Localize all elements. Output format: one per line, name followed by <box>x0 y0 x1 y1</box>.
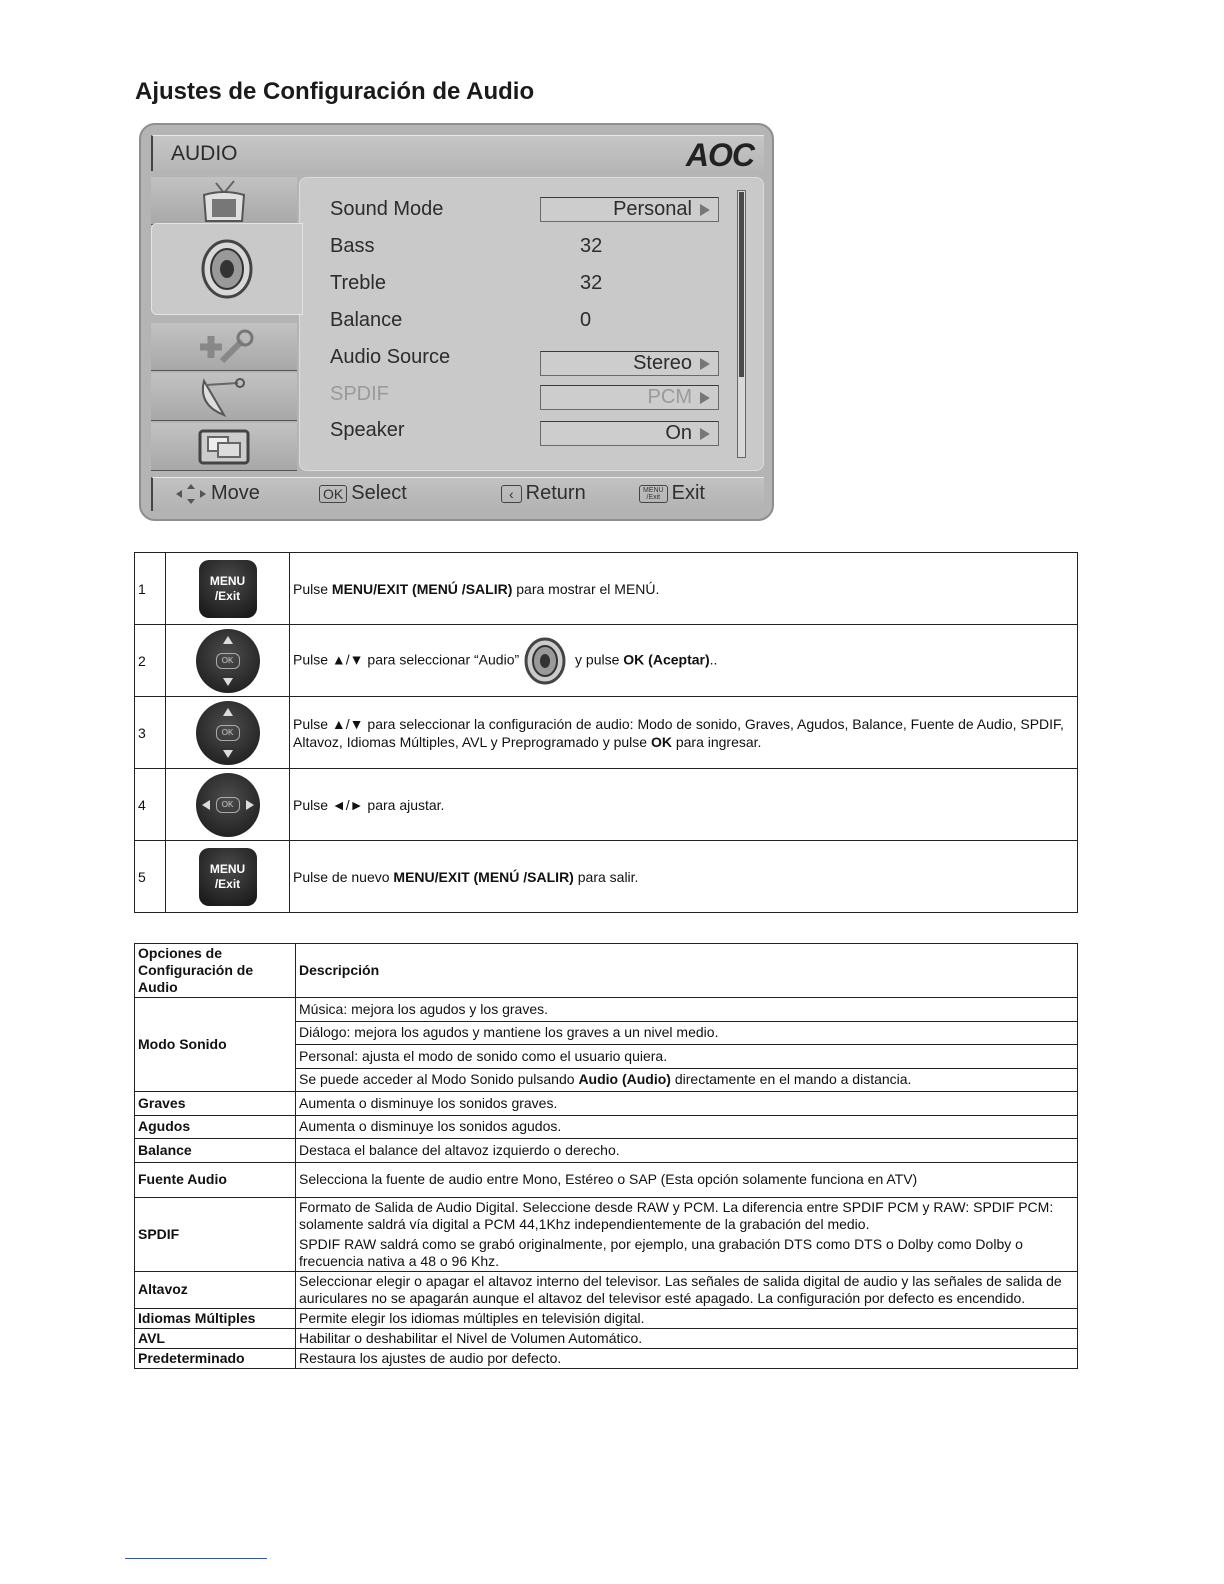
step-number: 3 <box>135 697 166 769</box>
scrollbar-thumb[interactable] <box>739 192 744 377</box>
audio-source-selector[interactable]: Stereo <box>540 351 719 376</box>
row-label: Treble <box>330 272 386 294</box>
row-sound-mode[interactable] <box>330 198 730 226</box>
table-row <box>135 553 1078 625</box>
option-name: Graves <box>135 1092 296 1116</box>
option-desc: Música: mejora los agudos y los graves. <box>296 998 1078 1022</box>
option-desc: Aumenta o disminuye los sonidos graves. <box>296 1092 1078 1116</box>
osd-scrollbar[interactable] <box>737 190 746 458</box>
row-label: Speaker <box>330 419 405 441</box>
option-name: Idiomas Múltiples <box>135 1308 296 1328</box>
speaker-selector[interactable]: On <box>540 421 719 446</box>
spdif-selector: PCM <box>540 385 719 410</box>
row-label: Sound Mode <box>330 198 444 220</box>
dpad-up-down-icon: OK <box>196 701 260 765</box>
speaker-audio-icon <box>523 636 567 686</box>
tv-picture-icon[interactable] <box>151 177 297 225</box>
option-desc: Personal: ajusta el modo de sonido como el usuario quiera. <box>296 1045 1078 1069</box>
menu-exit-button-icon: MENU /Exit <box>199 848 257 906</box>
setup-tools-icon[interactable] <box>151 323 297 371</box>
option-desc: Habilitar o deshabilitar el Nivel de Volumen Automático. <box>296 1328 1078 1348</box>
osd-title: AUDIO <box>171 142 238 165</box>
table-row <box>135 1271 1078 1308</box>
option-name: Fuente Audio <box>135 1162 296 1197</box>
table-row <box>135 1139 1078 1163</box>
bass-value: 32 <box>580 235 603 257</box>
options-table <box>134 943 1078 1369</box>
table-row <box>135 1197 1078 1271</box>
table-row <box>135 1308 1078 1328</box>
step-number: 2 <box>135 625 166 697</box>
table-row <box>135 625 1078 697</box>
footer-return: ‹ Return <box>501 482 586 505</box>
option-name: Altavoz <box>135 1271 296 1308</box>
row-balance[interactable] <box>330 309 730 337</box>
move-arrows-icon <box>175 483 207 505</box>
row-speaker[interactable] <box>330 419 730 447</box>
footnote-separator <box>125 1558 267 1559</box>
osd-sidebar <box>151 177 299 473</box>
option-desc: Se puede acceder al Modo Sonido pulsando Audio (Audio) directamente en el mando a distancia. <box>296 1068 1078 1092</box>
table-row <box>135 841 1078 913</box>
option-desc: Destaca el balance del altavoz izquierdo o derecho. <box>296 1139 1078 1163</box>
page-title: Ajustes de Configuración de Audio <box>135 78 535 105</box>
option-name: Predeterminado <box>135 1348 296 1368</box>
footer-select: OK Select <box>319 482 407 505</box>
table-row <box>135 1115 1078 1139</box>
sound-mode-selector[interactable]: Personal <box>540 197 719 222</box>
step-number: 4 <box>135 769 166 841</box>
table-row <box>135 697 1078 769</box>
table-header-row <box>135 944 1078 998</box>
row-label: Audio Source <box>330 346 451 368</box>
table-row <box>135 1162 1078 1197</box>
step-text: Pulse ◄/► para ajustar. <box>290 769 1078 841</box>
option-desc: Aumenta o disminuye los sonidos agudos. <box>296 1115 1078 1139</box>
speaker-audio-icon[interactable] <box>151 223 303 315</box>
table-row <box>135 998 1078 1022</box>
ok-key-icon: OK <box>319 485 347 503</box>
balance-value: 0 <box>580 309 592 331</box>
footer-move: Move <box>175 482 260 505</box>
option-desc: Seleccionar elegir o apagar el altavoz interno del televisor. Las señales de salida digital de audio y las señales de salida de auriculares no se apagarán aunque el altavoz del televisor esté apagado. La configuración por defecto es encendido. <box>296 1271 1078 1308</box>
return-key-icon: ‹ <box>501 485 522 503</box>
pip-screen-icon[interactable] <box>151 423 297 471</box>
dpad-left-right-icon: OK <box>196 773 260 837</box>
option-name: SPDIF <box>135 1197 296 1271</box>
option-desc: Restaura los ajustes de audio por defecto. <box>296 1348 1078 1368</box>
step-text: Pulse de nuevo MENU/EXIT (MENÚ /SALIR) para salir. <box>290 841 1078 913</box>
row-label: Balance <box>330 309 403 331</box>
step-number: 5 <box>135 841 166 913</box>
option-name: Modo Sonido <box>135 998 296 1092</box>
table-row <box>135 1348 1078 1368</box>
osd-header <box>151 135 764 171</box>
step-number: 1 <box>135 553 166 625</box>
aoc-logo: AOC <box>685 137 754 173</box>
option-desc: Selecciona la fuente de audio entre Mono, Estéreo o SAP (Esta opción solamente funciona en ATV) <box>296 1162 1078 1197</box>
treble-value: 32 <box>580 272 603 294</box>
option-desc: Permite elegir los idiomas múltiples en televisión digital. <box>296 1308 1078 1328</box>
arrow-right-icon <box>700 358 710 370</box>
table-row <box>135 1092 1078 1116</box>
footer-exit: MENU /Exit Exit <box>639 482 705 505</box>
option-desc: Diálogo: mejora los agudos y mantiene los graves a un nivel medio. <box>296 1021 1078 1045</box>
steps-table <box>134 552 1078 913</box>
menu-exit-button-icon: MENU /Exit <box>199 560 257 618</box>
option-name: Balance <box>135 1139 296 1163</box>
dpad-up-down-icon: OK <box>196 629 260 693</box>
channel-satellite-icon[interactable] <box>151 373 297 421</box>
table-row <box>135 1328 1078 1348</box>
step-text: Pulse ▲/▼ para seleccionar la configuración de audio: Modo de sonido, Graves, Agudos, Balance, Fuente de Audio, SPDIF, Altavoz, Idiomas Múltiples, AVL y Preprogramado y pulse OK para ingresar. <box>290 697 1078 769</box>
table-row <box>135 769 1078 841</box>
arrow-right-icon <box>700 204 710 216</box>
option-name: Agudos <box>135 1115 296 1139</box>
row-bass[interactable] <box>330 235 730 263</box>
header-option: Opciones de Configuración de Audio <box>135 944 296 998</box>
osd-footer <box>151 477 764 511</box>
row-treble[interactable] <box>330 272 730 300</box>
row-label: Bass <box>330 235 375 257</box>
row-label: SPDIF <box>330 383 389 405</box>
step-text: Pulse MENU/EXIT (MENÚ /SALIR) para mostrar el MENÚ. <box>290 553 1078 625</box>
row-audio-source[interactable] <box>330 346 730 374</box>
header-description: Descripción <box>296 944 1078 998</box>
option-desc: Formato de Salida de Audio Digital. Seleccione desde RAW y PCM. La diferencia entre SPDIF PCM y RAW: SPDIF PCM: solamente saldrá vía digital a PCM 44,1Khz independientemente de la grabación del medio. SPDIF RAW saldrá como se grabó originalmente, por ejemplo, una grabación DTS como DTS o Dolby como Dolby o frecuencia nativa a 48 o 96 Khz. <box>296 1197 1078 1271</box>
osd-settings-panel <box>299 177 764 471</box>
audio-osd-menu <box>139 123 774 521</box>
row-spdif <box>330 383 730 411</box>
arrow-right-icon <box>700 392 710 404</box>
arrow-right-icon <box>700 428 710 440</box>
option-name: AVL <box>135 1328 296 1348</box>
step-text: Pulse ▲/▼ para seleccionar “Audio” y pulse OK (Aceptar).. <box>290 625 1078 697</box>
menu-exit-key-icon: MENU /Exit <box>639 485 668 503</box>
